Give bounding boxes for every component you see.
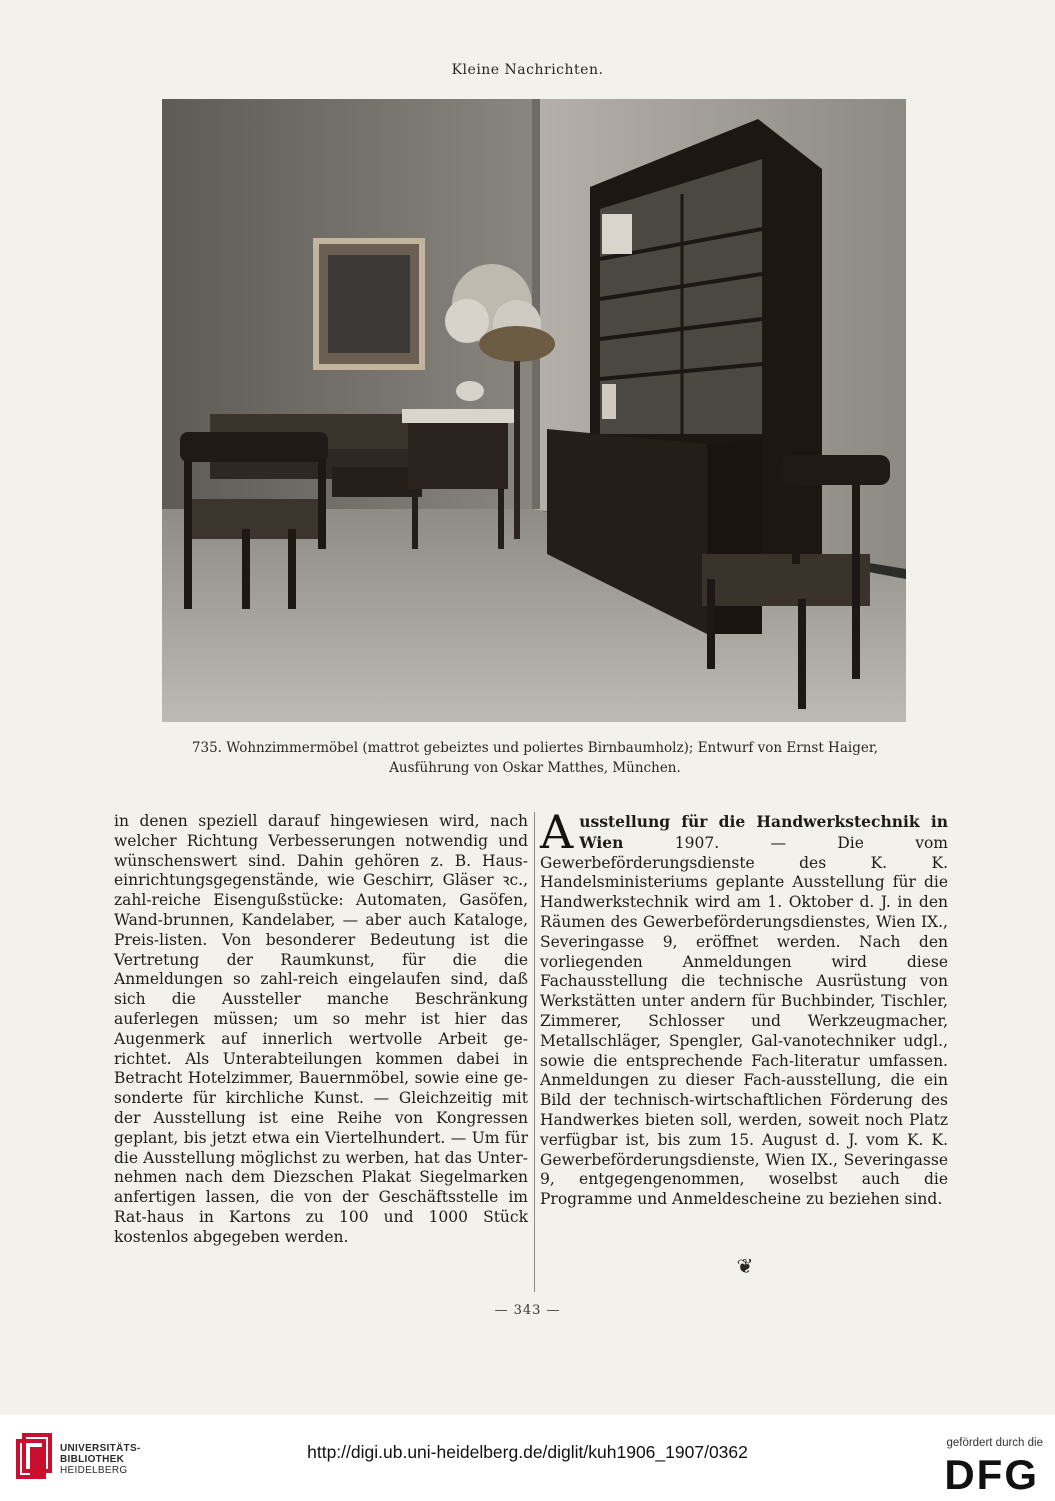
caption-line-2: Ausführung von Oskar Matthes, München. (389, 760, 681, 776)
furniture-photograph (162, 99, 906, 722)
ornament-icon: ❦ (736, 1254, 754, 1278)
funded-by-label: gefördert durch die (946, 1437, 1043, 1449)
left-column-text: in denen speziell darauf hingewiesen wird, nach welcher Richtung Verbesserungen notwendig und wünschenswert sind. Dahin gehören z. B. Haus-einrichtungsgegenstände, wie Geschirr, Gläser ꝛc., zahl-reiche Eisengußstücke: Automaten, Gasöfen, Wand-brunnen, Kandelaber, — aber auch Kataloge, Preis-listen. Von besonderer Bedeutung ist die Vertretung der Raumkunst, für die die Anmeldungen so zahl-reich eingelaufen sind, daß sich die Aussteller manche Beschränkung auferlegen müssen; um so mehr ist hier das Augenmerk auf innerlich wertvolle Arbeit ge-richtet. Als Unterabteilungen kommen dabei in Betracht Hotelzimmer, Bauernmöbel, sowie eine ge-sonderte für kirchliche Kunst. — Gleichzeitig mit der Ausstellung ist eine Reihe von Kongressen geplant, bis jetzt etwa ein Viertelhundert. — Um für die Ausstellung möglichst zu werben, hat das Unter-nehmen nach dem Diezschen Plakat Siegelmarken anfertigen lassen, die von der Geschäftsstelle im Rat-haus in Kartons zu 100 und 1000 Stück kostenlos abgegeben werden. (114, 812, 528, 1246)
column-divider (534, 812, 535, 1292)
caption-line-1: 735. Wohnzimmermöbel (mattrot gebeiztes und poliertes Birnbaumholz); Entwurf von Ernst Haiger, (191, 740, 879, 756)
library-name-line-2: BIBLIOTHEK (60, 1454, 125, 1465)
running-head: Kleine Nachrichten. (451, 62, 604, 78)
furniture-photograph-drawing (162, 99, 906, 722)
right-column-text: 1907. — Die vom Gewerbeförderungsdienste des K. K. Handelsministeriums geplante Ausstellung für die Handwerkstechnik wird am 1. Oktober d. J. in den Räumen des Gewerbeförderungsdienstes, Wien IX., Severingasse 9, eröffnet werden. Nach den vorliegenden Anmeldungen wird diese Fachausstellung die technische Ausrüstung von Werkstätten unter andern für Buchbinder, Tischler, Zimmerer, Schlosser und Werkzeugmacher, Metallschläger, Spengler, Gal-vanotechniker udgl., sowie die entsprechende Fach-literatur umfassen. Anmeldungen zu dieser Fach-ausstellung, die ein Bild der technisch-wirtschaftlichen Förderung des Handwerkes bieten soll, werden, soweit noch Platz verfügbar ist, bis zum 15. August d. J. vom K. K. Gewerbeförderungsdienste, Wien IX., Severingasse 9, entgegengenommen, woselbst auch die Programme und Anmeldescheine zu beziehen sind. (540, 833, 949, 1209)
page-number: — 343 — (494, 1303, 561, 1318)
permalink-url[interactable]: http://digi.ub.uni-heidelberg.de/diglit/kuh1906_1907/0362 (307, 1442, 748, 1462)
left-column (114, 812, 528, 1248)
library-name-line-1: UNIVERSITÄTS- (60, 1443, 141, 1454)
library-name-line-3: HEIDELBERG (60, 1465, 128, 1476)
dfg-logo: DFG (944, 1451, 1039, 1498)
right-column (540, 805, 949, 1210)
figure-caption (150, 738, 920, 778)
article-title: usstellung für die Handwerkstechnik in Wien (579, 812, 948, 852)
drop-cap: A (540, 805, 574, 859)
digitization-footer (0, 1415, 1055, 1501)
